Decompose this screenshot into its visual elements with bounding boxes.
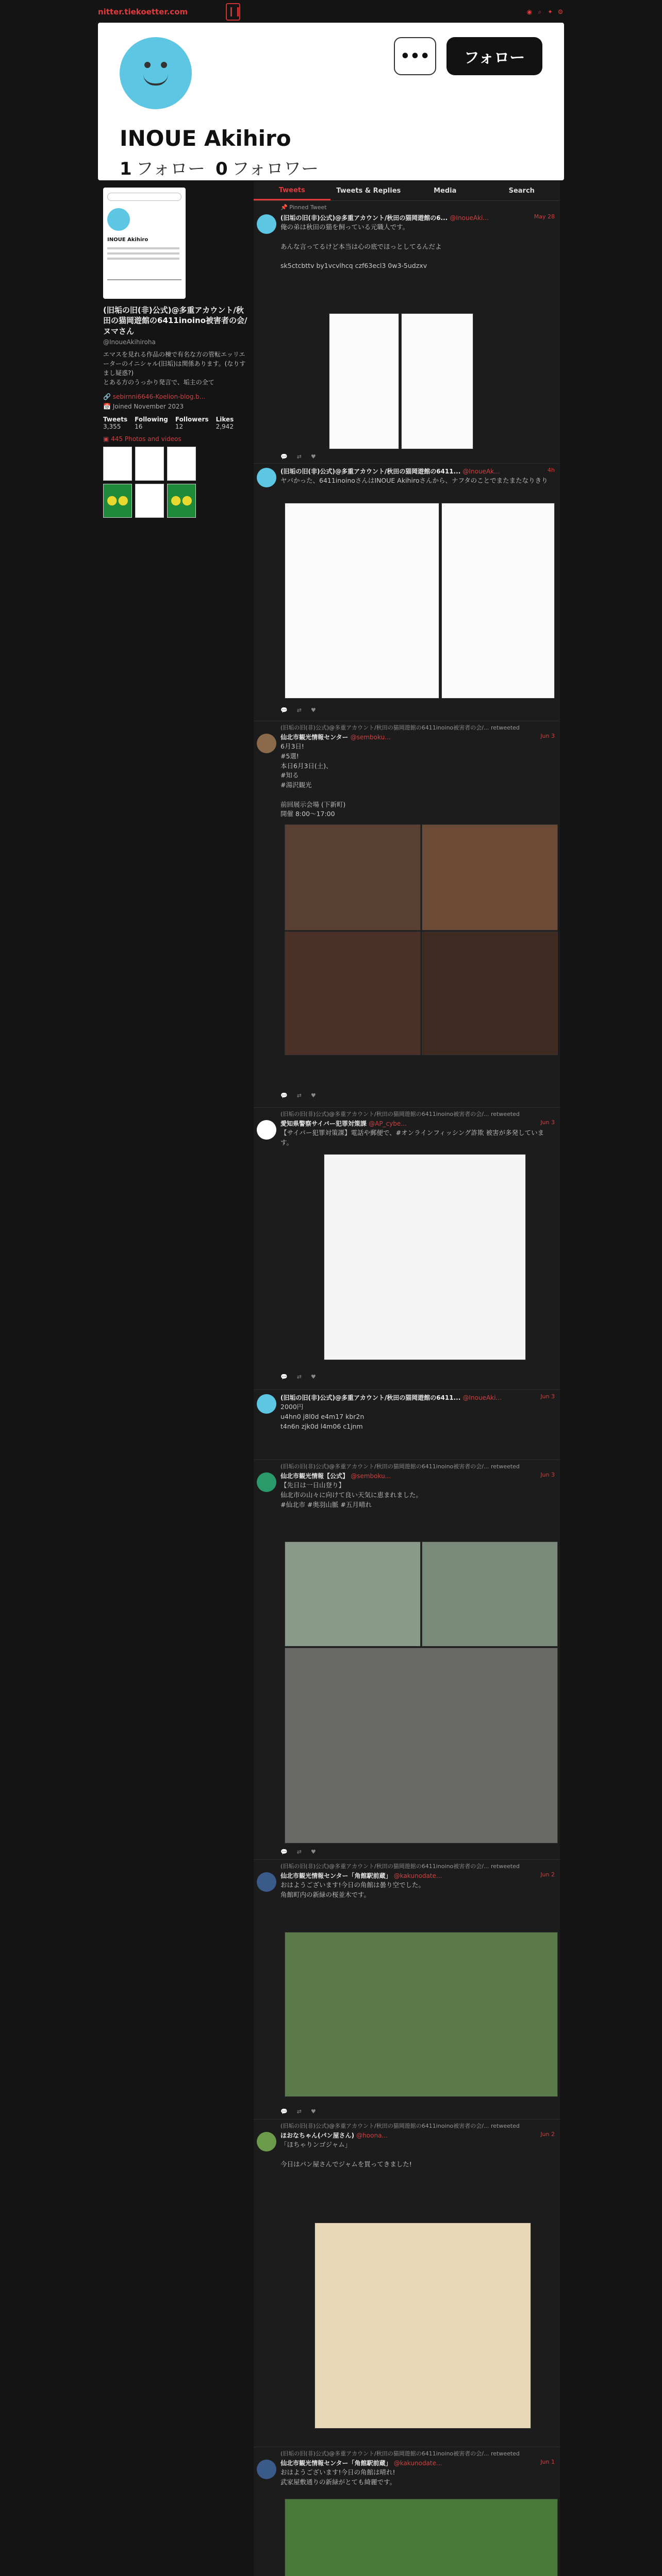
- tweet-avatar[interactable]: [257, 1394, 276, 1414]
- tweet-image[interactable]: [441, 503, 555, 699]
- tweet-image[interactable]: [324, 1154, 526, 1360]
- like-icon[interactable]: ♥: [310, 1374, 316, 1380]
- avatar: [120, 37, 192, 109]
- tweet-image[interactable]: [422, 824, 558, 930]
- tweet-date[interactable]: Jun 2: [538, 1871, 555, 1878]
- media-thumb[interactable]: [103, 484, 132, 518]
- reply-icon[interactable]: 💬: [280, 1092, 288, 1099]
- retweet-icon[interactable]: ⇄: [296, 1374, 302, 1380]
- twitter-icon[interactable]: ✦: [547, 8, 553, 15]
- retweet-icon[interactable]: ⇄: [296, 707, 302, 714]
- site-link[interactable]: nitter.tiekoetter.com: [98, 7, 188, 16]
- retweet-icon[interactable]: ⇄: [296, 2108, 302, 2115]
- website-link[interactable]: 🔗 sebirnni6646-Koelion-blog.b...: [103, 393, 206, 400]
- tweet-actions: [280, 1374, 316, 1380]
- tab-search[interactable]: Search: [508, 187, 535, 195]
- tweet-avatar[interactable]: [257, 214, 276, 234]
- tweet-actions: [280, 707, 316, 714]
- timeline: [254, 181, 560, 2576]
- tab-media[interactable]: Media: [434, 187, 457, 195]
- profile-stat-list: [103, 416, 247, 430]
- banner-tabs: [107, 274, 181, 280]
- followers-stat[interactable]: 0 フォロワー: [215, 159, 319, 179]
- tweet-header[interactable]: 仙北市観光情報センター「角館駅前蔵」 @kakunodate...: [280, 1872, 442, 1879]
- tweet-text: 「ほちゃりンゴジャム」 今日はパン屋さんでジャムを買ってきました!: [280, 2141, 412, 2168]
- tweet-date[interactable]: Jun 2: [538, 2131, 555, 2138]
- tweet-header[interactable]: ほおなちゃん(パン屋さん) @hoona...: [280, 2132, 388, 2139]
- retweet-label: (旧垢の旧(非)公式)@多重アカウント/秋田の猫岡遊館の6411inoino被害者の会/... retweeted: [280, 1463, 520, 1470]
- tweet-item[interactable]: [254, 1460, 560, 1860]
- like-icon[interactable]: ♥: [310, 453, 316, 460]
- banner-lines: [107, 247, 179, 263]
- tab-tweets[interactable]: Tweets: [254, 181, 330, 200]
- profile-meta: [103, 392, 247, 412]
- tweet-item[interactable]: [254, 721, 560, 1108]
- tweet-image[interactable]: [285, 1932, 558, 2097]
- photo-icon: ▣: [103, 435, 111, 443]
- retweet-label: (旧垢の旧(非)公式)@多重アカウント/秋田の猫岡遊館の6411inoino被害者の会/... retweeted: [280, 2123, 520, 2129]
- retweet-icon[interactable]: ⇄: [296, 1849, 302, 1855]
- tweet-image[interactable]: [285, 931, 421, 1055]
- like-icon[interactable]: ♥: [310, 1092, 316, 1099]
- retweet-label: (旧垢の旧(非)公式)@多重アカウント/秋田の猫岡遊館の6411inoino被害者の会/... retweeted: [280, 1111, 520, 1117]
- banner-name: INOUE Akihiro: [107, 237, 148, 243]
- tweet-item[interactable]: [254, 202, 560, 464]
- tweet-item[interactable]: [254, 2120, 560, 2447]
- tweet-date[interactable]: Jun 3: [538, 1393, 555, 1400]
- tweet-text: 【先日は一日山登り】 仙北市の山々に向けて良い天気に恵まれました。 #仙北市 #奥羽山脈 #五月晴れ: [280, 1481, 423, 1509]
- pinned-label: 📌 Pinned Tweet: [280, 204, 327, 211]
- avatar-mouth: [143, 74, 168, 86]
- tweet-text: ヤバかった、6411inoinoさんはINOUE Akihiroさんから、ナフタのことでまたまたなりきり: [280, 477, 548, 484]
- avatar-eye-left: [144, 62, 151, 68]
- rss-icon[interactable]: ◉: [526, 8, 533, 15]
- tweet-item[interactable]: [254, 1108, 560, 1390]
- media-grid: [103, 447, 247, 518]
- tweet-text: おはようございます!今日の角館は曇り空でした。 角館町内の新緑の桜並木です。: [280, 1881, 425, 1899]
- retweet-label: (旧垢の旧(非)公式)@多重アカウント/秋田の猫岡遊館の6411inoino被害者の会/... retweeted: [280, 724, 520, 731]
- tweet-actions: [280, 1092, 316, 1099]
- tweet-header[interactable]: 仙北市観光情報センター @semboku...: [280, 734, 391, 741]
- tweet-date[interactable]: May 28: [532, 213, 555, 220]
- media-thumb[interactable]: [103, 447, 132, 481]
- retweet-label: (旧垢の旧(非)公式)@多重アカウント/秋田の猫岡遊館の6411inoino被害者の会/... retweeted: [280, 1863, 520, 1870]
- banner-avatar: [107, 208, 130, 231]
- tweet-date[interactable]: Jun 1: [538, 2459, 555, 2465]
- tweet-header[interactable]: (旧垢の旧(非)公式)@多重アカウント/秋田の猫岡遊館の6411... @InoueAki...: [280, 1394, 502, 1401]
- media-thumb[interactable]: [167, 484, 196, 518]
- profile-bio: [103, 350, 247, 387]
- search-icon[interactable]: ⌕: [538, 8, 542, 15]
- joined-date: 📅 Joined November 2023: [103, 402, 184, 410]
- media-thumb[interactable]: [135, 484, 164, 518]
- tweet-text: おはようございます!今日の角館は晴れ! 武家屋敷通りの新緑がとても綺麗です。: [280, 2468, 396, 2486]
- tweet-image[interactable]: [315, 2223, 531, 2429]
- reply-icon[interactable]: 💬: [280, 453, 288, 460]
- tweet-avatar[interactable]: [257, 1872, 276, 1892]
- more-button[interactable]: •••: [394, 37, 436, 75]
- tweet-avatar[interactable]: [257, 2132, 276, 2151]
- tweet-header[interactable]: 愛知県警察サイバー犯罪対策課 @AP_cybe...: [280, 1120, 407, 1127]
- top-bar: [98, 0, 564, 24]
- pin-icon: 📌: [280, 204, 290, 211]
- reply-icon[interactable]: 💬: [280, 707, 288, 714]
- tweet-date[interactable]: Jun 3: [538, 733, 555, 739]
- top-icons: [526, 8, 564, 15]
- media-title[interactable]: ▣ 445 Photos and videos: [103, 435, 181, 443]
- tweet-image[interactable]: [422, 931, 558, 1055]
- media-thumb[interactable]: [167, 447, 196, 481]
- tweet-item[interactable]: [254, 464, 560, 721]
- link-icon: 🔗: [103, 393, 113, 400]
- nitter-logo-icon[interactable]: [226, 3, 240, 21]
- tweet-image[interactable]: [285, 1541, 421, 1647]
- profile-fullname[interactable]: (旧垢の旧(非)公式)@多重アカウント/秋田の猫岡遊館の6411inoino被害者の会/ヌマさん: [103, 306, 247, 336]
- tweet-avatar[interactable]: [257, 2460, 276, 2479]
- tweet-avatar[interactable]: [257, 468, 276, 487]
- tweet-header[interactable]: 仙北市観光情報センター「角館駅前蔵」 @kakunodate...: [280, 2460, 442, 2467]
- stat-following[interactable]: Following 16: [135, 416, 168, 431]
- tweet-image[interactable]: [401, 313, 473, 449]
- following-stat[interactable]: 1 フォロー: [120, 159, 205, 179]
- tweet-text: 6月3日! #5選! 本日6月3日(土)、 #知る #湯沢観光 前回展示会場 (下新町) 開催 8:00～17:00: [280, 742, 346, 818]
- tweet-avatar[interactable]: [257, 1472, 276, 1492]
- tweet-image[interactable]: [285, 1648, 558, 1843]
- tweet-item[interactable]: [254, 1390, 560, 1460]
- tweet-text: 2000円 u4hn0 j8l0d e4m17 kbr2n t4n6n zjk0d l4m06 c1jnm: [280, 1403, 365, 1430]
- profile-sidebar: [103, 188, 247, 518]
- tweet-avatar[interactable]: [257, 1120, 276, 1140]
- profile-name: INOUE Akihiro: [120, 126, 291, 151]
- bio-line-1: エマスを見れる作品の棟で有名な方の管転エッリエーターのイニシャル(旧垢)は関係あります。(なりすまし疑惑?): [103, 350, 246, 377]
- tweet-date[interactable]: Jun 3: [538, 1471, 555, 1478]
- tweet-date[interactable]: Jun 3: [538, 1119, 555, 1126]
- calendar-icon: 📅: [103, 402, 113, 410]
- profile-stats: [120, 155, 319, 180]
- tweet-actions: [280, 453, 316, 460]
- tweet-actions: [280, 2108, 316, 2115]
- profile-banner-image[interactable]: [103, 188, 186, 299]
- banner-url-bar: [107, 193, 181, 201]
- stat-followers[interactable]: Followers 12: [175, 416, 209, 431]
- stat-tweets[interactable]: Tweets 3,355: [103, 416, 128, 431]
- tweet-image[interactable]: [285, 503, 439, 699]
- reply-icon[interactable]: 💬: [280, 1374, 288, 1380]
- settings-icon[interactable]: ⚙: [557, 8, 564, 15]
- tweet-item[interactable]: [254, 1860, 560, 2120]
- tweet-image[interactable]: [422, 1541, 558, 1647]
- tweet-image[interactable]: [329, 313, 399, 449]
- timeline-tabs: [254, 181, 560, 201]
- like-icon[interactable]: ♥: [310, 707, 316, 714]
- follow-button[interactable]: フォロー: [446, 37, 542, 75]
- tweet-actions: [280, 1849, 316, 1855]
- tab-tweets-replies[interactable]: Tweets & Replies: [336, 187, 401, 195]
- retweet-icon[interactable]: ⇄: [296, 1092, 302, 1099]
- tweet-item[interactable]: [254, 2447, 560, 2576]
- avatar-eye-right: [161, 62, 167, 68]
- tweet-avatar[interactable]: [257, 734, 276, 753]
- tweet-header[interactable]: 仙北市観光情報【公式】 @semboku...: [280, 1472, 391, 1480]
- tweet-text: 【サイバー犯罪対策課】電話や郵便で、#オンラインフィッシング詐欺 被害が多発しています。: [280, 1129, 544, 1146]
- tweet-date[interactable]: 4h: [545, 467, 555, 473]
- stat-likes[interactable]: Likes 2,942: [216, 416, 234, 431]
- tweet-text: 俺の弟は秋田の猫を飼っている元職人です。 あんな言ってるけど本当は心の底でほっとしてるんだよ sk5ctcbttv by1vcvlhcq czf63ecl3 0w3-5udzxv: [280, 223, 442, 269]
- tweet-header[interactable]: (旧垢の旧(非)公式)@多重アカウント/秋田の猫岡遊館の6... @InoueAki...: [280, 214, 489, 222]
- tweet-header[interactable]: (旧垢の旧(非)公式)@多重アカウント/秋田の猫岡遊館の6411... @InoueAk...: [280, 468, 500, 475]
- reply-icon[interactable]: 💬: [280, 1849, 288, 1855]
- tweet-image[interactable]: [285, 2499, 558, 2576]
- bio-line-2: とある方のうっかり発言で、垢主の全て: [103, 378, 214, 386]
- tweet-image[interactable]: [285, 824, 421, 930]
- retweet-label: (旧垢の旧(非)公式)@多重アカウント/秋田の猫岡遊館の6411inoino被害者の会/... retweeted: [280, 2450, 520, 2457]
- profile-handle[interactable]: @InoueAkihiroha: [103, 338, 156, 346]
- like-icon[interactable]: ♥: [310, 2108, 316, 2115]
- profile-card: [98, 23, 564, 180]
- reply-icon[interactable]: 💬: [280, 2108, 288, 2115]
- media-thumb[interactable]: [135, 447, 164, 481]
- retweet-icon[interactable]: ⇄: [296, 453, 302, 460]
- like-icon[interactable]: ♥: [310, 1849, 316, 1855]
